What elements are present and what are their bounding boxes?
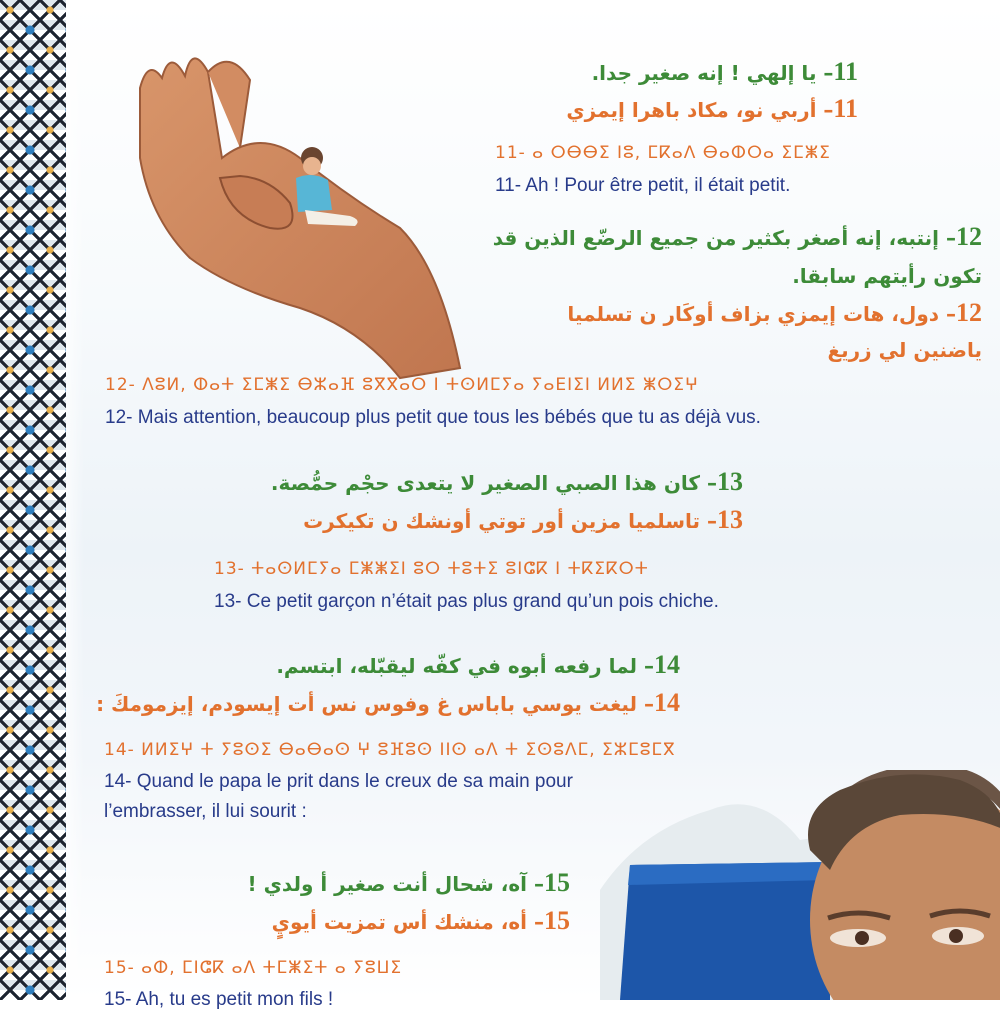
entry-15-arabic-standard: 15– آه، شحال أنت صغير أ ولدي ! [247,868,570,897]
entry-15-french: 15- Ah, tu es petit mon fils ! [104,989,334,1010]
entry-12-french: 12- Mais attention, beaucoup plus petit que tous les bébés que tu as déjà vus. [105,407,761,428]
entry-11-tifinagh: 11- ⴰ ⵔⴱⴱⵉ ⵏⵓ, ⵎⴽⴰⴷ ⴱⴰⵀⵔⴰ ⵉⵎⵥⵉ [495,143,831,163]
entry-14-tifinagh: 14- ⵍⵍⵉⵖ ⵜ ⵢⵓⵙⵉ ⴱⴰⴱⴰⵙ ⵖ ⵓⴼⵓⵙ ⵏⵏⵙ ⴰⴷ ⵜ ⵉⵙⵓⴷⵎ, ⵉⵣⵎⵓⵎⴳ [104,740,676,760]
hand-with-child-illustration [100,28,480,388]
entry-11-arabic-standard: 11– يا إلهي ! إنه صغير جدا. [591,57,858,86]
entry-15-arabic-darija: 15– أه، منشك أس تمزيت أيويٍ [271,906,570,935]
entry-14-french-line1: 14- Quand le papa le prit dans le creux de sa main pour [104,771,573,792]
entry-12-tifinagh: 12- ⴷⵓⵍ, ⵀⴰⵜ ⵉⵎⵥⵉ ⴱⵣⴰⴼ ⵓⴳⴳⴰⵔ ⵏ ⵜⵙⵍⵎⵢⴰ ⵢⴰⴹⵏⵉⵏ ⵍⵍⵉ ⵥⵔⵉⵖ [105,375,699,395]
father-portrait-illustration [600,770,1000,1000]
entry-14-arabic-standard: 14– لما رفعه أبوه في كفّه ليقبّله، ابتسم. [276,650,680,679]
entry-12-arabic-darija-line2: ياضنين لي زريغ [827,338,982,362]
zellige-border [0,0,66,1000]
entry-11-arabic-darija: 11– أربي نو، مكاد باهرا إيمزي [566,94,858,123]
entry-13-french: 13- Ce petit garçon n’était pas plus grand qu’un pois chiche. [214,591,719,612]
entry-13-arabic-darija: 13– تاسلميا مزين أور توتي أونشك ن تكيكرت [303,505,743,534]
entry-13-arabic-standard: 13– كان هذا الصبي الصغير لا يتعدى حجْم حمُّصة. [270,467,743,496]
entry-13-tifinagh: 13- ⵜⴰⵙⵍⵎⵢⴰ ⵎⵥⵥⵉⵏ ⵓⵔ ⵜⵓⵜⵉ ⵓⵏⵛⴽ ⵏ ⵜⴽⵉⴽⵔⵜ [214,559,649,579]
entry-14-arabic-darija: 14– ليغت يوسي باباس غ وفوس نس أت إيسودم، إيزمومكَ : [96,688,680,717]
entry-12-arabic-darija: 12– دول، هات إيمزي بزاف أوكَار ن تسلميا [567,298,982,327]
entry-12-arabic-standard-line2: تكون رأيتهم سابقا. [792,264,982,288]
entry-12-arabic-standard: 12– إنتبه، إنه أصغر بكثير من جميع الرضّع الذين قد [492,222,982,251]
entry-11-french: 11- Ah ! Pour être petit, il était petit. [495,175,791,196]
entry-14-french-line2: l’embrasser, il lui sourit : [104,801,307,822]
entry-15-tifinagh: 15- ⴰⵀ, ⵎⵏⵛⴽ ⴰⴷ ⵜⵎⵥⵉⵜ ⴰ ⵢⵓⵡⵉ [104,958,403,978]
